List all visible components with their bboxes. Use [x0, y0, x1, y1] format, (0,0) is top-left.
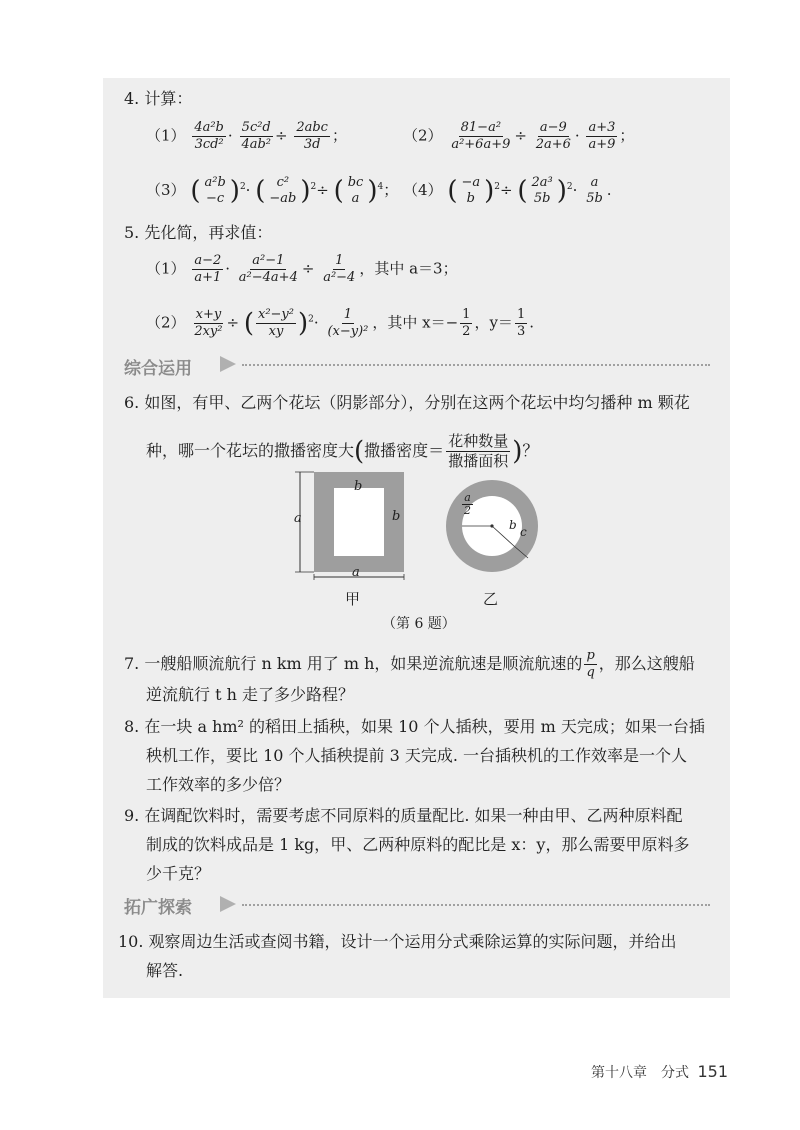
fraction: $\frac{\text{花种数量}}{\text{撒播面积}}$ [448, 432, 509, 470]
fraction: $\frac{a+3}{a+9}$ [588, 120, 616, 152]
fig-label-b-top: b [354, 479, 363, 494]
q6-line1: 6. 如图，有甲、乙两个花坛（阴影部分），分别在这两个花坛中均匀播种 m 颗花 [124, 393, 690, 412]
fig-label-ring-b: b [509, 518, 517, 532]
page-footer [591, 1062, 728, 1082]
fraction: $\frac{1}{2}$ [462, 307, 471, 339]
q8-line3: 工作效率的多少倍？ [146, 775, 291, 794]
fraction: $\frac{\text{a²−1}}{\text{a²−4a+4}}$ [238, 253, 298, 285]
fig-label-ring-c: c [520, 525, 527, 539]
square-inner-hole [334, 488, 384, 556]
q10-line2: 解答. [146, 961, 184, 980]
q5-heading: 5. 先化简，再求值： [124, 223, 273, 242]
fraction: $\frac{\text{4a²b}}{\text{3cd²}}$ [194, 120, 224, 152]
fraction: a 5b [586, 175, 603, 206]
fraction: $\frac{\text{5c²d}}{\text{4ab²}}$ [241, 120, 271, 152]
section-divider [242, 364, 710, 366]
section-header-extension: 拓广探索 [124, 898, 192, 918]
q5-part1: （1） $\frac{a-2}{a+1}$ · $\frac{\text{a²−1}}{\text{a²−4a+4}}$ ÷ $\frac{1}{\text{a²−4}}$ ，其中 a＝3； [146, 253, 458, 285]
q7-line1: 7. 一艘船顺流航行 n km 用了 m h，如果逆流航速是顺流航速的 $\frac{p}{q}$ ，那么这艘船 [124, 648, 695, 680]
q9-line2: 制成的饮料成品是 1 kg，甲、乙两种原料的配比是 x：y，那么需要甲原料多 [146, 835, 690, 854]
part-tag: （1） [146, 126, 186, 145]
part-tag: （1） [146, 259, 186, 278]
q8-line1: 8. 在一块 a hm² 的稻田上插秧，如果 10 个人插秧，要用 m 天完成；如果一台插 [124, 717, 705, 736]
page-number: 151 [697, 1062, 728, 1081]
fraction: bc a [347, 175, 364, 206]
label-yi: 乙 [483, 590, 499, 608]
fraction: $\frac{\text{2abc}}{3d}$ [296, 120, 328, 152]
fraction: a²b −c [204, 175, 226, 206]
chapter-title: 第十八章 分式 [591, 1065, 689, 1081]
q6-line2: 种，哪一个花坛的撒播密度大(撒播密度＝ $\frac{\text{花种数量}}{\text{撒播面积}}$ )？ [146, 432, 539, 470]
section-header-applied: 综合运用 [124, 359, 192, 379]
fraction: $\frac{a-2}{a+1}$ [194, 253, 222, 285]
section-arrow-icon [220, 356, 236, 372]
fig-label-a-bottom: a [352, 565, 360, 580]
q5-part2: （2） $\frac{x+y}{\text{2xy²}}$ ÷ ( $\frac{\text{x²−y²}}{xy}$ )$^2$· $\frac{1}{\text{(x−y)²}}$ ，其中 x＝− $\frac{1}{2}$ ，y＝ $\frac{1}{3}$ . [146, 307, 534, 339]
q7-line2: 逆流航行 t h 走了多少路程？ [146, 685, 354, 704]
fraction: −a b [461, 175, 481, 206]
section-arrow-icon [220, 896, 236, 912]
part-tag: （2） [403, 126, 443, 145]
q4-heading: 4. 计算： [124, 89, 193, 108]
q10-line1: 10. 观察周边生活或查阅书籍，设计一个运用分式乘除运算的实际问题，并给出 [118, 932, 677, 951]
fig-label-half: $\frac{a}{2}$ [464, 491, 471, 517]
part-tag: （3） [146, 181, 186, 199]
fraction: $\frac{1}{3}$ [516, 307, 526, 339]
part-tag: （4） [403, 181, 443, 199]
fraction: $\frac{a-9}{2a+6}$ [535, 120, 571, 152]
fraction: $\frac{\text{x²−y²}}{xy}$ [258, 307, 294, 339]
fraction: 2a³ 5b [531, 175, 553, 206]
fig-label-a-left: a [294, 511, 302, 526]
q4-part2: （2） $\frac{\text{81−a²}}{\text{a²+6a+9}}$ ÷ $\frac{a-9}{2a+6}$ · $\frac{a+3}{a+9}$ ； [403, 120, 635, 152]
fraction: $\frac{\text{81−a²}}{\text{a²+6a+9}}$ [451, 120, 511, 152]
q4-part4: （4） ( −a b )$^2$÷ ( 2a³ 5b )$^2$· a 5b . [403, 175, 612, 206]
fraction: $\frac{x+y}{\text{2xy²}}$ [194, 307, 223, 339]
q4-part1: （1） $\frac{\text{4a²b}}{\text{3cd²}}$ · $\frac{\text{5c²d}}{\text{4ab²}}$ ÷ $\frac{\text{2abc}}{3d}$ ； [146, 120, 347, 152]
fraction: c² −ab [269, 175, 297, 206]
q8-line2: 秧机工作，要比 10 个人插秧提前 3 天完成. 一台插秧机的工作效率是一个人 [146, 746, 688, 765]
figure-caption: （第 6 题） [382, 616, 456, 632]
label-jia: 甲 [345, 590, 361, 608]
fig-label-b-right: b [392, 509, 401, 524]
fraction: $\frac{1}{\text{a²−4}}$ [323, 253, 356, 285]
q9-line1: 9. 在调配饮料时，需要考虑不同原料的质量配比. 如果一种由甲、乙两种原料配 [124, 806, 683, 825]
q4-part3: （3） ( a²b −c )$^2$· ( c² −ab )$^2$÷ ( bc a )$^4$； [146, 175, 399, 206]
q9-line3: 少千克？ [146, 864, 211, 883]
part-tag: （2） [146, 313, 186, 332]
fraction: $\frac{1}{\text{(x−y)²}}$ [327, 307, 369, 339]
section-divider [242, 904, 710, 906]
fraction: $\frac{p}{q}$ [586, 648, 595, 680]
